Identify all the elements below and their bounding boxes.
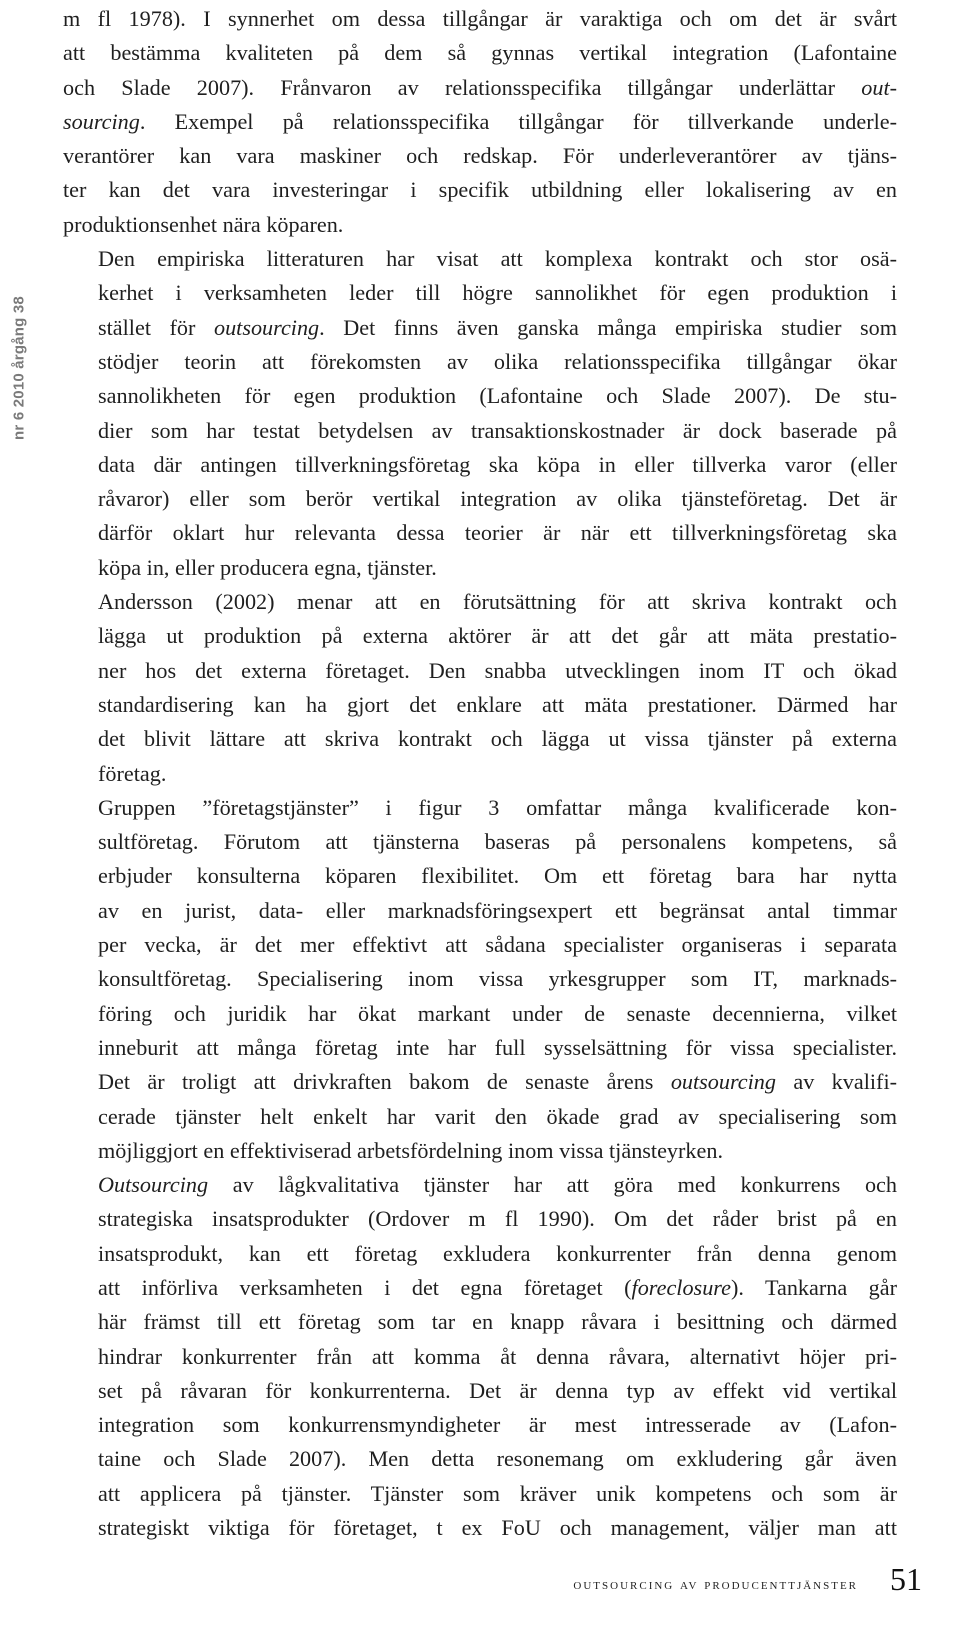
- text-line: att applicera på tjänster. Tjänster som kräver unik kompetens och som är: [98, 1480, 897, 1506]
- paragraph: [63, 242, 897, 585]
- text-line: ner hos det externa företaget. Den snabba utvecklingen inom IT och ökad: [98, 657, 897, 683]
- text-line: köpa in, eller producera egna, tjänster.: [98, 554, 437, 580]
- text-line: sultföretag. Förutom att tjänsterna baseras på personalens kompetens, så: [98, 829, 897, 855]
- article-body: [63, 2, 897, 1545]
- text-line: att bestämma kvaliteten på dem så gynnas vertikal integration (Lafontaine: [63, 40, 897, 66]
- text-line: cerade tjänster helt enkelt har varit den ökade grad av specialisering som: [98, 1103, 897, 1129]
- running-footer-title: outsourcing av producenttjänster: [573, 1577, 858, 1593]
- text-line: hindrar konkurrenter från att komma åt denna råvara, alternativt höjer pri-: [98, 1343, 897, 1369]
- text-line: Gruppen ”företagstjänster” i figur 3 omfattar många kvalificerade kon-: [98, 794, 897, 820]
- text-line: Outsourcing av lågkvalitativa tjänster har att göra med konkurrens och: [98, 1172, 897, 1198]
- text-line: erbjuder konsulterna köparen flexibilitet. Om ett företag bara har nytta: [98, 863, 897, 889]
- paragraph: [63, 791, 897, 1168]
- issue-label: nr 6 2010 årgång 38: [10, 295, 28, 440]
- paragraph: [63, 2, 897, 242]
- text-line: kerhet i verksamheten leder till högre sannolikhet för egen produktion i: [98, 280, 897, 306]
- text-line: och Slade 2007). Frånvaron av relationsspecifika tillgångar underlättar out-: [63, 74, 897, 100]
- text-line: insatsprodukt, kan ett företag exkludera konkurrenter från denna genom: [98, 1240, 897, 1266]
- text-line: sourcing. Exempel på relationsspecifika tillgångar för tillverkande underle-: [63, 108, 897, 134]
- text-line: av en jurist, data- eller marknadsföringsexpert ett begränsat antal timmar: [98, 897, 897, 923]
- text-line: set på råvaran för konkurrenterna. Det är denna typ av effekt vid vertikal: [98, 1377, 897, 1403]
- paragraph: [63, 1168, 897, 1545]
- text-line: att införliva verksamheten i det egna företaget (foreclosure). Tankarna går: [98, 1274, 897, 1300]
- page-number: 51: [890, 1561, 922, 1597]
- text-line: dier som har testat betydelsen av transaktionskostnader är dock baserade på: [98, 417, 897, 443]
- text-line: ter kan det vara investeringar i specifik utbildning eller lokalisering av en: [63, 177, 897, 203]
- text-line: verantörer kan vara maskiner och redskap. För underleverantörer av tjäns-: [63, 143, 897, 169]
- text-line: taine och Slade 2007). Men detta resonemang om exkludering går även: [98, 1446, 897, 1472]
- text-line: per vecka, är det mer effektivt att sådana specialister organiseras i separata: [98, 932, 897, 958]
- text-line: Andersson (2002) menar att en förutsättning för att skriva kontrakt och: [98, 589, 897, 615]
- text-line: stället för outsourcing. Det finns även ganska många empiriska studier som: [98, 314, 898, 340]
- text-line: standardisering kan ha gjort det enklare att mäta prestationer. Därmed har: [98, 691, 897, 717]
- text-line: integration som konkurrensmyndigheter är mest intresserade av (Lafon-: [98, 1412, 897, 1438]
- text-line: m fl 1978). I synnerhet om dessa tillgångar är varaktiga och om det är svårt: [63, 6, 897, 31]
- text-line: lägga ut produktion på externa aktörer är att det går att mäta prestatio-: [98, 623, 897, 649]
- text-line: sannolikheten för egen produktion (Lafontaine och Slade 2007). De stu-: [98, 383, 897, 409]
- text-line: företag.: [98, 760, 167, 786]
- text-line: möjliggjort en effektiviserad arbetsfördelning inom vissa tjänsteyrken.: [98, 1137, 723, 1163]
- text-line: strategiskt viktiga för företaget, t ex FoU och management, väljer man att: [98, 1515, 897, 1541]
- text-line: det blivit lättare att skriva kontrakt och lägga ut vissa tjänster på externa: [98, 726, 897, 752]
- issue-sidebar-label-container: [6, 255, 32, 480]
- text-line: föring och juridik har ökat markant under de senaste decennierna, vilket: [98, 1000, 897, 1026]
- text-line: Det är troligt att drivkraften bakom de senaste årens outsourcing av kvalifi-: [98, 1069, 897, 1095]
- text-line: Den empiriska litteraturen har visat att komplexa kontrakt och stor osä-: [98, 246, 897, 272]
- text-line: därför oklart hur relevanta dessa teorier är när ett tillverkningsföretag ska: [98, 520, 897, 546]
- text-line: inneburit att många företag inte har full sysselsättning för vissa specialister.: [98, 1034, 897, 1060]
- text-line: råvaror) eller som berör vertikal integration av olika tjänsteföretag. Det är: [98, 486, 897, 512]
- text-line: produktionsenhet nära köparen.: [63, 211, 344, 237]
- text-line: här främst till ett företag som tar en knapp råvara i besittning och därmed: [98, 1309, 897, 1335]
- paragraph: [63, 585, 897, 791]
- text-line: stödjer teorin att förekomsten av olika relationsspecifika tillgångar ökar: [98, 348, 897, 374]
- text-line: konsultföretag. Specialisering inom vissa yrkesgrupper som IT, marknads-: [98, 966, 897, 992]
- text-line: data där antingen tillverkningsföretag ska köpa in eller tillverka varor (eller: [98, 451, 897, 477]
- text-line: strategiska insatsprodukter (Ordover m fl 1990). Om det råder brist på en: [98, 1206, 897, 1232]
